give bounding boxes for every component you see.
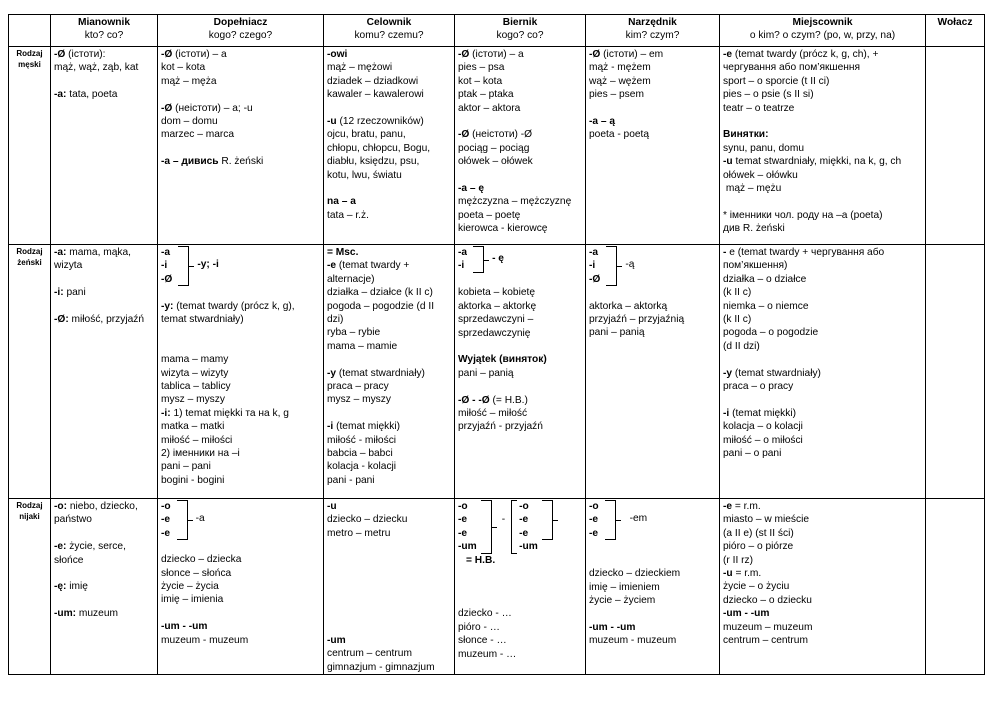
cell-line: -a: [458, 247, 468, 258]
cell-line: pies – psem: [589, 89, 644, 101]
cell-line: [327, 607, 451, 620]
spacer: [161, 540, 320, 553]
cell-line: [161, 326, 320, 339]
cell-line: [54, 300, 154, 313]
cell-line: [327, 621, 451, 634]
cell-line: ptak – ptaka: [458, 89, 514, 101]
cell-line: bogini - bogini: [161, 474, 225, 486]
cell-line: -Ø (неістоти) -Ø: [458, 129, 533, 141]
brace: [178, 246, 189, 286]
cell-line: [54, 273, 154, 286]
bracket-items: [161, 500, 171, 540]
gender-line: Rodzaj: [16, 247, 43, 256]
cell-line: życie – życia: [161, 581, 219, 593]
bracket-items: [589, 500, 599, 540]
cell-fem-dopelniacz: [158, 245, 324, 499]
cell-line: mąż - mężem: [589, 62, 651, 74]
cell-line: praca – o pracy: [723, 381, 794, 393]
cell-lines: [589, 286, 716, 340]
cell-line: -o: [589, 501, 599, 512]
cell-line: słońce: [54, 554, 84, 566]
cell-line: sprzedawczynię: [458, 327, 531, 339]
cell-line: -e: [161, 527, 171, 539]
cell-line: poeta – poetę: [458, 209, 521, 221]
gender-label: [9, 499, 51, 675]
header-sub: o kim? o czym? (po, w, przy, na): [749, 30, 896, 41]
cell-line: -y: (temat twardy (prócz k, g),: [161, 300, 295, 312]
cell-line: -o: niebo, dziecko,: [54, 501, 138, 512]
gender-line: Rodzaj: [16, 501, 43, 510]
gender-line: żeński: [17, 258, 42, 267]
cell-line: mąż – mężowi: [327, 62, 393, 74]
brace: [605, 500, 616, 540]
cell-line: działka – o działce: [723, 273, 807, 285]
cell-line: pani - pani: [327, 474, 375, 486]
cell-line: centrum – centrum: [327, 648, 412, 660]
cell-line: kolacja – o kolacji: [723, 421, 803, 433]
cell-line: tablica – tablicy: [161, 381, 231, 393]
cell-line: muzeum – muzeum: [723, 621, 813, 633]
cell-neut-narzednik: [586, 499, 720, 675]
cell-line: sprzedawczyni –: [458, 314, 534, 326]
cell-masc-mianownik: [51, 47, 158, 245]
header-miejscownik: [720, 15, 926, 47]
header-title: Wołacz: [937, 17, 973, 28]
cell-line: tata – r.ż.: [327, 209, 369, 221]
cell-line: -e (temat twardy (prócz k, g, ch), +: [723, 49, 879, 60]
cell-line: aktorka – aktorkę: [458, 300, 537, 312]
cell-line: [589, 286, 716, 299]
cell-line: pióro – o piórze: [723, 541, 794, 553]
cell-masc-narzednik: [586, 47, 720, 245]
cell-line: [723, 353, 922, 366]
header-sub: kto? co?: [84, 30, 124, 41]
brace: [177, 500, 188, 540]
cell-line: dziecko – o dziecku: [723, 594, 812, 606]
cell-line: słonce - …: [458, 635, 507, 647]
cell-line: imię – imienia: [161, 594, 224, 606]
cell-line: pies – o psie (s II si): [723, 89, 814, 101]
cell-line: -i (temat miękki): [327, 421, 401, 433]
cell-line: słonce – słońca: [161, 567, 232, 579]
cell-line: -i (temat miękki): [723, 407, 797, 419]
spacer: [589, 540, 716, 567]
cell-line: [161, 340, 320, 353]
cell-line: пом’якшення): [723, 260, 788, 272]
cell-line: [723, 115, 922, 128]
bracket-items-left: [458, 500, 477, 554]
cell-line: [161, 142, 320, 155]
header-title: Miejscownik: [792, 17, 853, 28]
header-biernik: [455, 15, 586, 47]
cell-line: pióro - …: [458, 621, 500, 633]
cell-line: (k II c): [723, 314, 752, 326]
cell-line: kot – kota: [458, 75, 503, 87]
cell-line: temat stwardniały): [161, 314, 244, 326]
cell-masc-wolacz: [926, 47, 985, 245]
cell-line: [327, 594, 451, 607]
cell-line: [327, 580, 451, 593]
cell-line: - e (temat twardy + чергування або: [723, 247, 885, 258]
gender-line: nijaki: [19, 512, 40, 521]
cell-line: -um: [458, 541, 477, 553]
cell-line: -a: tata, poeta: [54, 89, 118, 101]
cell-line: synu, panu, domu: [723, 142, 804, 154]
cell-line: -e = r.m.: [723, 501, 761, 512]
bracket-items: [161, 246, 172, 286]
cell-line: -owi: [327, 49, 348, 60]
ending-bracket: [161, 500, 320, 540]
cell-line: wizyta: [54, 260, 83, 272]
cell-line: -u: [327, 501, 337, 512]
header-wolacz: [926, 15, 985, 47]
cell-neut-dopelniacz: [158, 499, 324, 675]
cell-line: -Ø: miłość, przyjaźń: [54, 314, 145, 325]
cell-line: miłość – miłości: [161, 434, 233, 446]
cell-line: teatr – o teatrze: [723, 102, 795, 114]
cell-line: ołówek – ołówek: [458, 156, 533, 168]
cell-line: див R. żeński: [723, 223, 785, 235]
cell-line: -e: [161, 514, 171, 526]
bracket-label: -ą: [625, 259, 635, 270]
cell-line: dziecko – dziecka: [161, 554, 242, 566]
cell-line: [327, 102, 451, 115]
cell-masc-miejscownik: [720, 47, 926, 245]
cell-line: -e: [519, 527, 529, 539]
cell-line: [327, 540, 451, 553]
cell-line: aktorka – aktorką: [589, 300, 668, 312]
bracket-label: -a: [195, 513, 205, 524]
cell-line: pani – panią: [458, 367, 514, 379]
cell-fem-biernik: [455, 245, 586, 499]
cell-line: [54, 527, 154, 540]
cell-lines: [458, 273, 582, 434]
cell-line: -e: [458, 527, 468, 539]
ending-bracket: [161, 246, 320, 286]
cell-line: (a II e) (st II ści): [723, 527, 794, 539]
cell-lines: [161, 286, 320, 487]
cell-line: -o: [458, 501, 468, 512]
cell-line: państwo: [54, 514, 92, 526]
cell-line: -Ø - -Ø (= H.B.): [458, 394, 528, 406]
cell-line: [161, 286, 320, 299]
brace-left: [481, 500, 492, 554]
cell-line: -Ø: [161, 273, 173, 285]
cell-line: -a – дивись R. żeński: [161, 156, 264, 168]
cell-line: [723, 195, 922, 208]
cell-line: -i: [589, 260, 596, 272]
cell-line: dziecko - …: [458, 608, 512, 620]
cell-neut-biernik: [455, 499, 586, 675]
cell-line: -a – ę: [458, 183, 485, 195]
cell-line: -o: [161, 501, 171, 512]
cell-line: [589, 607, 716, 620]
cell-line: kotu, lwu, światu: [327, 169, 402, 181]
cell-line: alternacje): [327, 273, 375, 285]
cell-neut-wolacz: [926, 499, 985, 675]
cell-line: -i: [458, 260, 465, 272]
cell-line: [458, 115, 582, 128]
cell-line: -Ø (істоти) – a: [458, 49, 524, 60]
cell-line: życie – o życiu: [723, 581, 790, 593]
cell-fem-wolacz: [926, 245, 985, 499]
cell-line: kobieta – kobietę: [458, 287, 536, 299]
cell-line: (d II dzi): [723, 340, 760, 352]
cell-line: pogoda – o pogodzie: [723, 327, 819, 339]
gender-label: [9, 47, 51, 245]
cell-line: niemka – o niemce: [723, 300, 809, 312]
cell-line: mysz – myszy: [327, 394, 391, 406]
cell-fem-narzednik: [586, 245, 720, 499]
cell-line: ojcu, bratu, panu,: [327, 129, 406, 141]
cell-line: -u = r.m.: [723, 568, 762, 580]
cell-fem-mianownik: [51, 245, 158, 499]
ending-bracket: [458, 500, 582, 567]
cell-line: -i: [161, 260, 168, 272]
cell-line: [327, 407, 451, 420]
cell-line: = Msc.: [327, 247, 359, 258]
cell-line: pogoda – pogodzie (d II: [327, 300, 435, 312]
cell-line: mężczyzna – mężczyznę: [458, 196, 572, 208]
cell-line: [327, 182, 451, 195]
cell-line: [54, 75, 154, 88]
cell-masc-celownik: [324, 47, 455, 245]
header-narzednik: [586, 15, 720, 47]
cell-neut-mianownik: [51, 499, 158, 675]
cell-line: [458, 380, 582, 393]
dash: -: [501, 514, 506, 525]
cell-line: -Ø (неістоти) – a; -u: [161, 102, 253, 114]
brace-right: [542, 500, 553, 540]
cell-line: -a – ą: [589, 116, 616, 128]
cell-line: [723, 393, 922, 406]
cell-line: mama – mamy: [161, 354, 229, 366]
cell-line: (k II c): [723, 287, 752, 299]
cell-line: kolacja - kolacji: [327, 461, 397, 473]
cell-line: -um: [519, 541, 538, 553]
cell-line: życie – życiem: [589, 595, 656, 607]
cell-line: [458, 169, 582, 182]
row-neuter: [9, 499, 985, 675]
cell-line: aktor – aktora: [458, 102, 521, 114]
ending-bracket: [589, 500, 716, 540]
cell-line: -a: mama, mąka,: [54, 247, 131, 258]
cell-line: miłość - miłości: [327, 434, 397, 446]
bracket-items: [589, 246, 600, 286]
cell-line: 2) іменники на –i: [161, 448, 240, 460]
cell-line: muzeum - muzeum: [589, 635, 677, 647]
cell-line: ryba – rybie: [327, 327, 381, 339]
cell-line: -e: [589, 527, 599, 539]
bracket-label: - ę: [492, 253, 504, 264]
cell-line: pani – o pani: [723, 448, 782, 460]
cell-line: dzi): [327, 314, 344, 326]
cell-line: (r II rz): [723, 554, 753, 566]
cell-line: -e: [458, 514, 468, 526]
header-dopelniacz: [158, 15, 324, 47]
cell-line: [327, 554, 451, 567]
cell-line: poeta - poetą: [589, 129, 650, 141]
cell-line: -e: [589, 514, 599, 526]
cell-neut-miejscownik: [720, 499, 926, 675]
cell-line: -Ø: [589, 273, 601, 285]
cell-line: mąż – męża: [161, 75, 217, 87]
cell-line: -y (temat stwardniały): [327, 367, 425, 379]
cell-line: muzeum - …: [458, 648, 517, 660]
cell-line: -Ø (істоти):: [54, 49, 106, 60]
cell-lines: [161, 553, 320, 647]
ending-bracket: [458, 246, 582, 273]
cell-line: -ę: imię: [54, 581, 88, 593]
cell-line: ołówek – ołówku: [723, 169, 798, 181]
row-masculine: [9, 47, 985, 245]
header-title: Mianownik: [77, 17, 131, 28]
cell-line: mąż – mężu: [723, 183, 782, 195]
cell-lines: [589, 567, 716, 647]
cell-line: -e: życie, serce,: [54, 541, 126, 553]
cell-line: wąż – wężem: [589, 75, 651, 87]
header-sub: kogo? czego?: [208, 30, 273, 41]
cell-line: -um - -um: [723, 608, 770, 620]
gender-line: męski: [18, 60, 41, 69]
cell-line: imię – imieniem: [589, 581, 660, 593]
cell-line: centrum – centrum: [723, 635, 808, 647]
cell-line: marzec – marca: [161, 129, 235, 141]
cell-line: -i: 1) temat miękki та на k, g: [161, 407, 289, 419]
brace: [606, 246, 617, 286]
cell-line: kawaler – kawalerowi: [327, 89, 424, 101]
cell-fem-miejscownik: [720, 245, 926, 499]
cell-line: miłość – o miłości: [723, 434, 803, 446]
cell-line: babcia – babci: [327, 448, 393, 460]
cell-line: muzeum - muzeum: [161, 634, 249, 646]
cell-line: mąż, wąż, ząb, kat: [54, 62, 139, 74]
cell-line: -u (12 rzeczowników): [327, 116, 424, 128]
cell-line: [458, 273, 582, 286]
cell-line: чергування або пом’якшення: [723, 62, 861, 74]
declension-table: [8, 14, 985, 675]
bracket-label: -em: [629, 513, 648, 524]
cell-line: dom – domu: [161, 116, 218, 128]
cell-line: wizyta – wizyty: [161, 367, 229, 379]
cell-line: gimnazjum - gimnazjum: [327, 661, 435, 673]
header-title: Celownik: [366, 17, 412, 28]
ending-bracket: [589, 246, 716, 286]
cell-line: -e: [519, 514, 529, 526]
cell-line: mama – mamie: [327, 340, 398, 352]
cell-line: matka – matki: [161, 421, 225, 433]
bracket-label: -y; -i: [197, 259, 219, 270]
cell-line: [54, 567, 154, 580]
cell-line: sport – o sporcie (t II ci): [723, 75, 830, 87]
cell-line: -i: pani: [54, 287, 86, 299]
header-title: Biernik: [502, 17, 538, 28]
cell-line: [458, 340, 582, 353]
cell-line: kot – kota: [161, 62, 206, 74]
bracket-items-right: [519, 500, 538, 554]
cell-line: działka – działce (k II c): [327, 287, 433, 299]
cell-lines: [458, 607, 582, 661]
bracket-label: = H.B.: [466, 555, 496, 566]
cell-line: praca – pracy: [327, 381, 389, 393]
cell-line: dziecko – dziecku: [327, 514, 408, 526]
cell-line: pani – pani: [161, 461, 211, 473]
header-sub: komu? czemu?: [354, 30, 424, 41]
spacer: [458, 567, 582, 607]
header-row: [9, 15, 985, 47]
cell-neut-celownik: [324, 499, 455, 675]
header-corner: [9, 15, 51, 47]
header-sub: kogo? co?: [496, 30, 544, 41]
cell-line: [161, 88, 320, 101]
bracket-items: [458, 246, 467, 273]
cell-line: pies – psa: [458, 62, 505, 74]
brace: [473, 246, 484, 273]
cell-line: pociąg – pociąg: [458, 142, 530, 154]
cell-line: -y (temat stwardniały): [723, 367, 821, 379]
header-mianownik: [51, 15, 158, 47]
cell-masc-biernik: [455, 47, 586, 245]
cell-line: * іменники чол. роду на –a (poeta): [723, 209, 883, 221]
brace-open: [511, 500, 517, 554]
cell-line: pani – panią: [589, 327, 645, 339]
cell-line: -o: [519, 501, 529, 512]
cell-line: [54, 594, 154, 607]
gender-line: Rodzaj: [16, 49, 43, 58]
cell-line: -um - -um: [161, 621, 208, 633]
cell-line: Wyjątek (виняток): [458, 354, 547, 366]
gender-label: [9, 245, 51, 499]
cell-line: przyjaźń - przyjaźń: [458, 421, 543, 433]
cell-line: -a: [589, 247, 599, 258]
header-sub: kim? czym?: [625, 30, 680, 41]
cell-line: dziecko – dzieckiem: [589, 568, 681, 580]
cell-line: [589, 102, 716, 115]
header-title: Dopełniacz: [213, 17, 268, 28]
cell-line: Винятки:: [723, 129, 769, 141]
cell-line: chłopu, chłopcu, Bogu,: [327, 142, 431, 154]
header-celownik: [324, 15, 455, 47]
cell-line: [161, 607, 320, 620]
cell-masc-dopelniacz: [158, 47, 324, 245]
cell-line: dziadek – dziadkowi: [327, 75, 419, 87]
row-feminine: [9, 245, 985, 499]
cell-line: [327, 353, 451, 366]
cell-line: kierowca - kierowcę: [458, 223, 548, 235]
cell-line: [327, 567, 451, 580]
header-title: Narzędnik: [628, 17, 677, 28]
cell-line: -a: [161, 247, 171, 258]
cell-line: -Ø (істоти) – a: [161, 49, 227, 60]
cell-line: -u temat stwardniały, miękki, na k, g, ch: [723, 156, 902, 168]
cell-line: -um: muzeum: [54, 608, 118, 620]
cell-line: diabłu, księdzu, psu,: [327, 156, 420, 168]
cell-line: metro – metru: [327, 527, 391, 539]
cell-line: na – a: [327, 196, 356, 208]
cell-fem-celownik: [324, 245, 455, 499]
cell-line: mysz – myszy: [161, 394, 225, 406]
cell-line: -um: [327, 634, 346, 646]
cell-line: -Ø (істоти) – em: [589, 49, 664, 60]
cell-line: miłość – miłość: [458, 408, 528, 420]
cell-line: miasto – w mieście: [723, 514, 810, 526]
cell-line: -e (temat twardy +: [327, 260, 410, 272]
cell-line: -um - -um: [589, 621, 636, 633]
cell-line: przyjaźń – przyjaźnią: [589, 314, 685, 326]
